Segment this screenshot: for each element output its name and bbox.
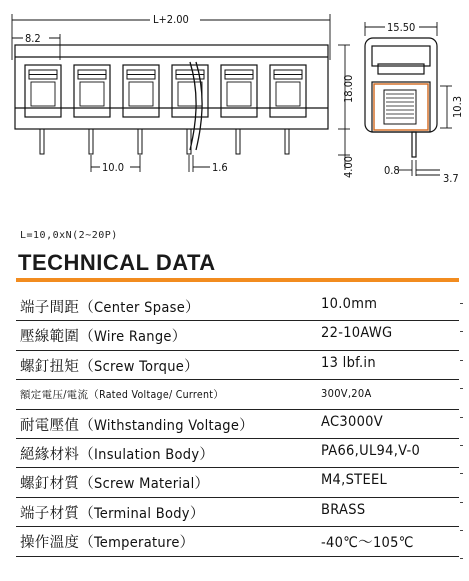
dim-side-pin-offset: 3.7 (443, 172, 459, 185)
spec-label: 端子間距（Center Spase） (20, 300, 200, 316)
dim-pin-length: 4.00 (342, 155, 355, 178)
dim-side-pin-width: 0.8 (384, 164, 400, 177)
dim-side-inner-height: 10.3 (451, 95, 464, 118)
spec-row-withstanding-voltage (16, 410, 459, 439)
spec-label: 螺釘扭矩（Screw Torque） (20, 358, 199, 375)
dim-side-width: 15.50 (387, 21, 416, 34)
spec-value: PA66,UL94,V-0 (321, 442, 421, 459)
title-underline (16, 278, 459, 282)
spec-value: 300V,20A (321, 387, 372, 401)
edge-tick (460, 331, 463, 332)
spec-row-center-space (16, 292, 459, 321)
edge-tick (460, 303, 463, 304)
dim-height: 18.00 (342, 74, 355, 103)
edge-tick (460, 473, 463, 474)
spec-table (16, 292, 459, 557)
spec-label: 螺釘材質（Screw Material） (20, 476, 210, 493)
length-formula: L=10,0xN(2~20P) (20, 230, 118, 241)
technical-drawing (0, 0, 469, 235)
spec-label: 耐電壓值（Withstanding Voltage） (20, 417, 254, 434)
spec-row-insulation-body (16, 439, 459, 468)
spec-label: 額定電压/電流（Rated Voltage/ Current） (20, 389, 225, 402)
dim-pitch: 10.0 (102, 161, 125, 174)
spec-label: 操作溫度（Temperature） (20, 535, 195, 552)
edge-tick (460, 417, 463, 418)
edge-tick (460, 530, 463, 531)
section-title: TECHNICAL DATA (18, 250, 216, 275)
edge-tick (460, 360, 463, 361)
spec-value: 22-10AWG (321, 325, 393, 342)
spec-label: 絕緣材料（Insulation Body） (20, 446, 215, 463)
spec-value: AC3000V (321, 413, 383, 430)
spec-row-wire-range (16, 321, 459, 350)
edge-tick (460, 502, 463, 503)
dim-edge-offset: 8.2 (25, 32, 41, 45)
edge-tick (460, 388, 463, 389)
spec-label: 壓線範圍（Wire Range） (20, 329, 187, 346)
dim-total-length: L+2.00 (153, 13, 189, 26)
spec-row-rated-voltage-current (16, 380, 459, 409)
spec-label: 端子材質（Terminal Body） (20, 505, 205, 522)
spec-row-screw-material (16, 468, 459, 497)
dim-pin-width: 1.6 (212, 161, 228, 174)
spec-value: -40℃～105℃ (321, 535, 414, 552)
spec-value: M4,STEEL (321, 472, 388, 489)
spec-value: 10.0mm (321, 296, 378, 312)
spec-value: BRASS (321, 501, 366, 518)
spec-row-terminal-body (16, 498, 459, 527)
edge-tick (460, 558, 463, 559)
spec-row-screw-torque (16, 351, 459, 380)
spec-value: 13 lbf.in (321, 354, 376, 371)
edge-tick (460, 445, 463, 446)
spec-row-temperature (16, 527, 459, 556)
